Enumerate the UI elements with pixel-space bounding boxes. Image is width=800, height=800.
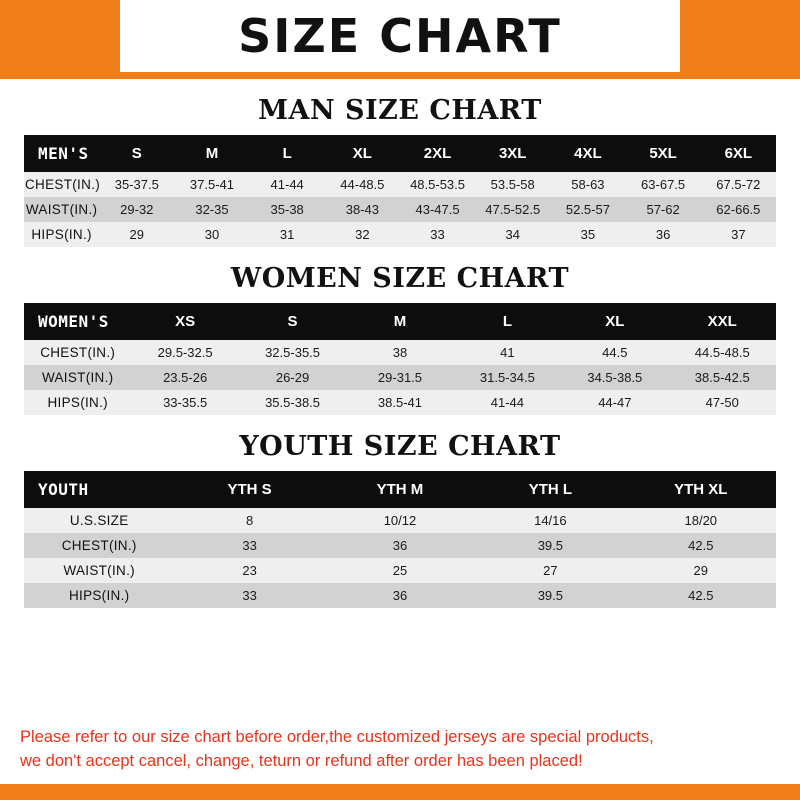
women-waist-xl: 34.5-38.5 (561, 365, 668, 390)
men-hips-xl: 32 (325, 222, 400, 247)
women-corner-label: WOMEN'S (24, 303, 131, 340)
youth-waist-l: 27 (475, 558, 625, 583)
youth-row-label-waist: WAIST(IN.) (24, 558, 174, 583)
youth-row-label-hips: HIPS(IN.) (24, 583, 174, 608)
table-row (24, 508, 776, 533)
women-waist-xs: 23.5-26 (131, 365, 238, 390)
youth-chest-m: 36 (325, 533, 475, 558)
men-chest-4xl: 58-63 (550, 172, 625, 197)
men-hips-6xl: 37 (701, 222, 776, 247)
men-chest-m: 37.5-41 (174, 172, 249, 197)
table-row (24, 390, 776, 415)
men-row-label-chest: CHEST(IN.) (24, 172, 99, 197)
men-col-s: S (99, 135, 174, 172)
women-col-xl: XL (561, 303, 668, 340)
women-hips-l: 41-44 (454, 390, 561, 415)
men-waist-s: 29-32 (99, 197, 174, 222)
women-chest-m: 38 (346, 340, 453, 365)
youth-waist-m: 25 (325, 558, 475, 583)
men-chest-l: 41-44 (250, 172, 325, 197)
women-col-l: L (454, 303, 561, 340)
women-col-m: M (346, 303, 453, 340)
men-col-m: M (174, 135, 249, 172)
header-divider (0, 72, 800, 79)
men-waist-4xl: 52.5-57 (550, 197, 625, 222)
youth-col-l: YTH L (475, 471, 625, 508)
section-title-youth: YOUTH SIZE CHART (239, 431, 561, 462)
table-row (24, 222, 776, 247)
youth-col-m: YTH M (325, 471, 475, 508)
women-row-label-chest: CHEST(IN.) (24, 340, 131, 365)
table-header-row (24, 303, 776, 340)
youth-col-s: YTH S (174, 471, 324, 508)
order-policy-note (0, 714, 800, 784)
men-hips-2xl: 33 (400, 222, 475, 247)
men-hips-m: 30 (174, 222, 249, 247)
men-corner-label: MEN'S (24, 135, 99, 172)
women-hips-m: 38.5-41 (346, 390, 453, 415)
table-row (24, 172, 776, 197)
women-chest-xl: 44.5 (561, 340, 668, 365)
chart-content (0, 79, 800, 714)
table-row (24, 533, 776, 558)
men-waist-xl: 38-43 (325, 197, 400, 222)
table-row (24, 197, 776, 222)
table-row (24, 340, 776, 365)
women-hips-s: 35.5-38.5 (239, 390, 346, 415)
table-header-row (24, 471, 776, 508)
table-row (24, 365, 776, 390)
men-waist-l: 35-38 (250, 197, 325, 222)
women-waist-s: 26-29 (239, 365, 346, 390)
footer-bar (0, 784, 800, 800)
banner-left-block (0, 0, 120, 72)
men-col-l: L (250, 135, 325, 172)
banner-right-block (680, 0, 800, 72)
men-chest-3xl: 53.5-58 (475, 172, 550, 197)
men-col-3xl: 3XL (475, 135, 550, 172)
men-chest-s: 35-37.5 (99, 172, 174, 197)
youth-waist-s: 23 (174, 558, 324, 583)
men-waist-6xl: 62-66.5 (701, 197, 776, 222)
men-chest-6xl: 67.5-72 (701, 172, 776, 197)
men-hips-3xl: 34 (475, 222, 550, 247)
women-chest-s: 32.5-35.5 (239, 340, 346, 365)
men-row-label-hips: HIPS(IN.) (24, 222, 99, 247)
men-hips-4xl: 35 (550, 222, 625, 247)
youth-row-label-ussize: U.S.SIZE (24, 508, 174, 533)
women-chest-xs: 29.5-32.5 (131, 340, 238, 365)
page-title: SIZE CHART (238, 9, 562, 63)
header-banner (0, 0, 800, 72)
women-size-table (24, 303, 776, 415)
women-row-label-waist: WAIST(IN.) (24, 365, 131, 390)
youth-hips-xl: 42.5 (626, 583, 776, 608)
section-title-women: WOMEN SIZE CHART (230, 263, 570, 294)
women-waist-m: 29-31.5 (346, 365, 453, 390)
men-chest-5xl: 63-67.5 (626, 172, 701, 197)
men-hips-l: 31 (250, 222, 325, 247)
women-chest-xxl: 44.5-48.5 (669, 340, 776, 365)
men-row-label-waist: WAIST(IN.) (24, 197, 99, 222)
youth-corner-label: YOUTH (24, 471, 174, 508)
youth-hips-l: 39.5 (475, 583, 625, 608)
youth-hips-s: 33 (174, 583, 324, 608)
men-hips-5xl: 36 (626, 222, 701, 247)
men-col-4xl: 4XL (550, 135, 625, 172)
men-col-2xl: 2XL (400, 135, 475, 172)
men-waist-2xl: 43-47.5 (400, 197, 475, 222)
men-col-6xl: 6XL (701, 135, 776, 172)
section-title-men: MAN SIZE CHART (258, 95, 542, 126)
men-chest-2xl: 48.5-53.5 (400, 172, 475, 197)
women-col-s: S (239, 303, 346, 340)
men-waist-5xl: 57-62 (626, 197, 701, 222)
youth-ussize-m: 10/12 (325, 508, 475, 533)
youth-chest-l: 39.5 (475, 533, 625, 558)
youth-ussize-l: 14/16 (475, 508, 625, 533)
men-waist-3xl: 47.5-52.5 (475, 197, 550, 222)
men-waist-m: 32-35 (174, 197, 249, 222)
youth-chest-xl: 42.5 (626, 533, 776, 558)
table-row (24, 558, 776, 583)
note-line-1: Please refer to our size chart before order,the customized jerseys are special products, (20, 728, 654, 747)
table-header-row (24, 135, 776, 172)
table-row (24, 583, 776, 608)
youth-hips-m: 36 (325, 583, 475, 608)
men-col-xl: XL (325, 135, 400, 172)
youth-chest-s: 33 (174, 533, 324, 558)
women-hips-xl: 44-47 (561, 390, 668, 415)
men-chest-xl: 44-48.5 (325, 172, 400, 197)
women-hips-xxl: 47-50 (669, 390, 776, 415)
men-col-5xl: 5XL (626, 135, 701, 172)
youth-row-label-chest: CHEST(IN.) (24, 533, 174, 558)
youth-ussize-xl: 18/20 (626, 508, 776, 533)
women-col-xxl: XXL (669, 303, 776, 340)
women-waist-xxl: 38.5-42.5 (669, 365, 776, 390)
youth-ussize-s: 8 (174, 508, 324, 533)
youth-waist-xl: 29 (626, 558, 776, 583)
youth-col-xl: YTH XL (626, 471, 776, 508)
youth-size-table (24, 471, 776, 608)
women-row-label-hips: HIPS(IN.) (24, 390, 131, 415)
note-line-2: we don't accept cancel, change, teturn or refund after order has been placed! (20, 752, 583, 771)
women-col-xs: XS (131, 303, 238, 340)
women-hips-xs: 33-35.5 (131, 390, 238, 415)
women-chest-l: 41 (454, 340, 561, 365)
women-waist-l: 31.5-34.5 (454, 365, 561, 390)
men-size-table (24, 135, 776, 247)
men-hips-s: 29 (99, 222, 174, 247)
